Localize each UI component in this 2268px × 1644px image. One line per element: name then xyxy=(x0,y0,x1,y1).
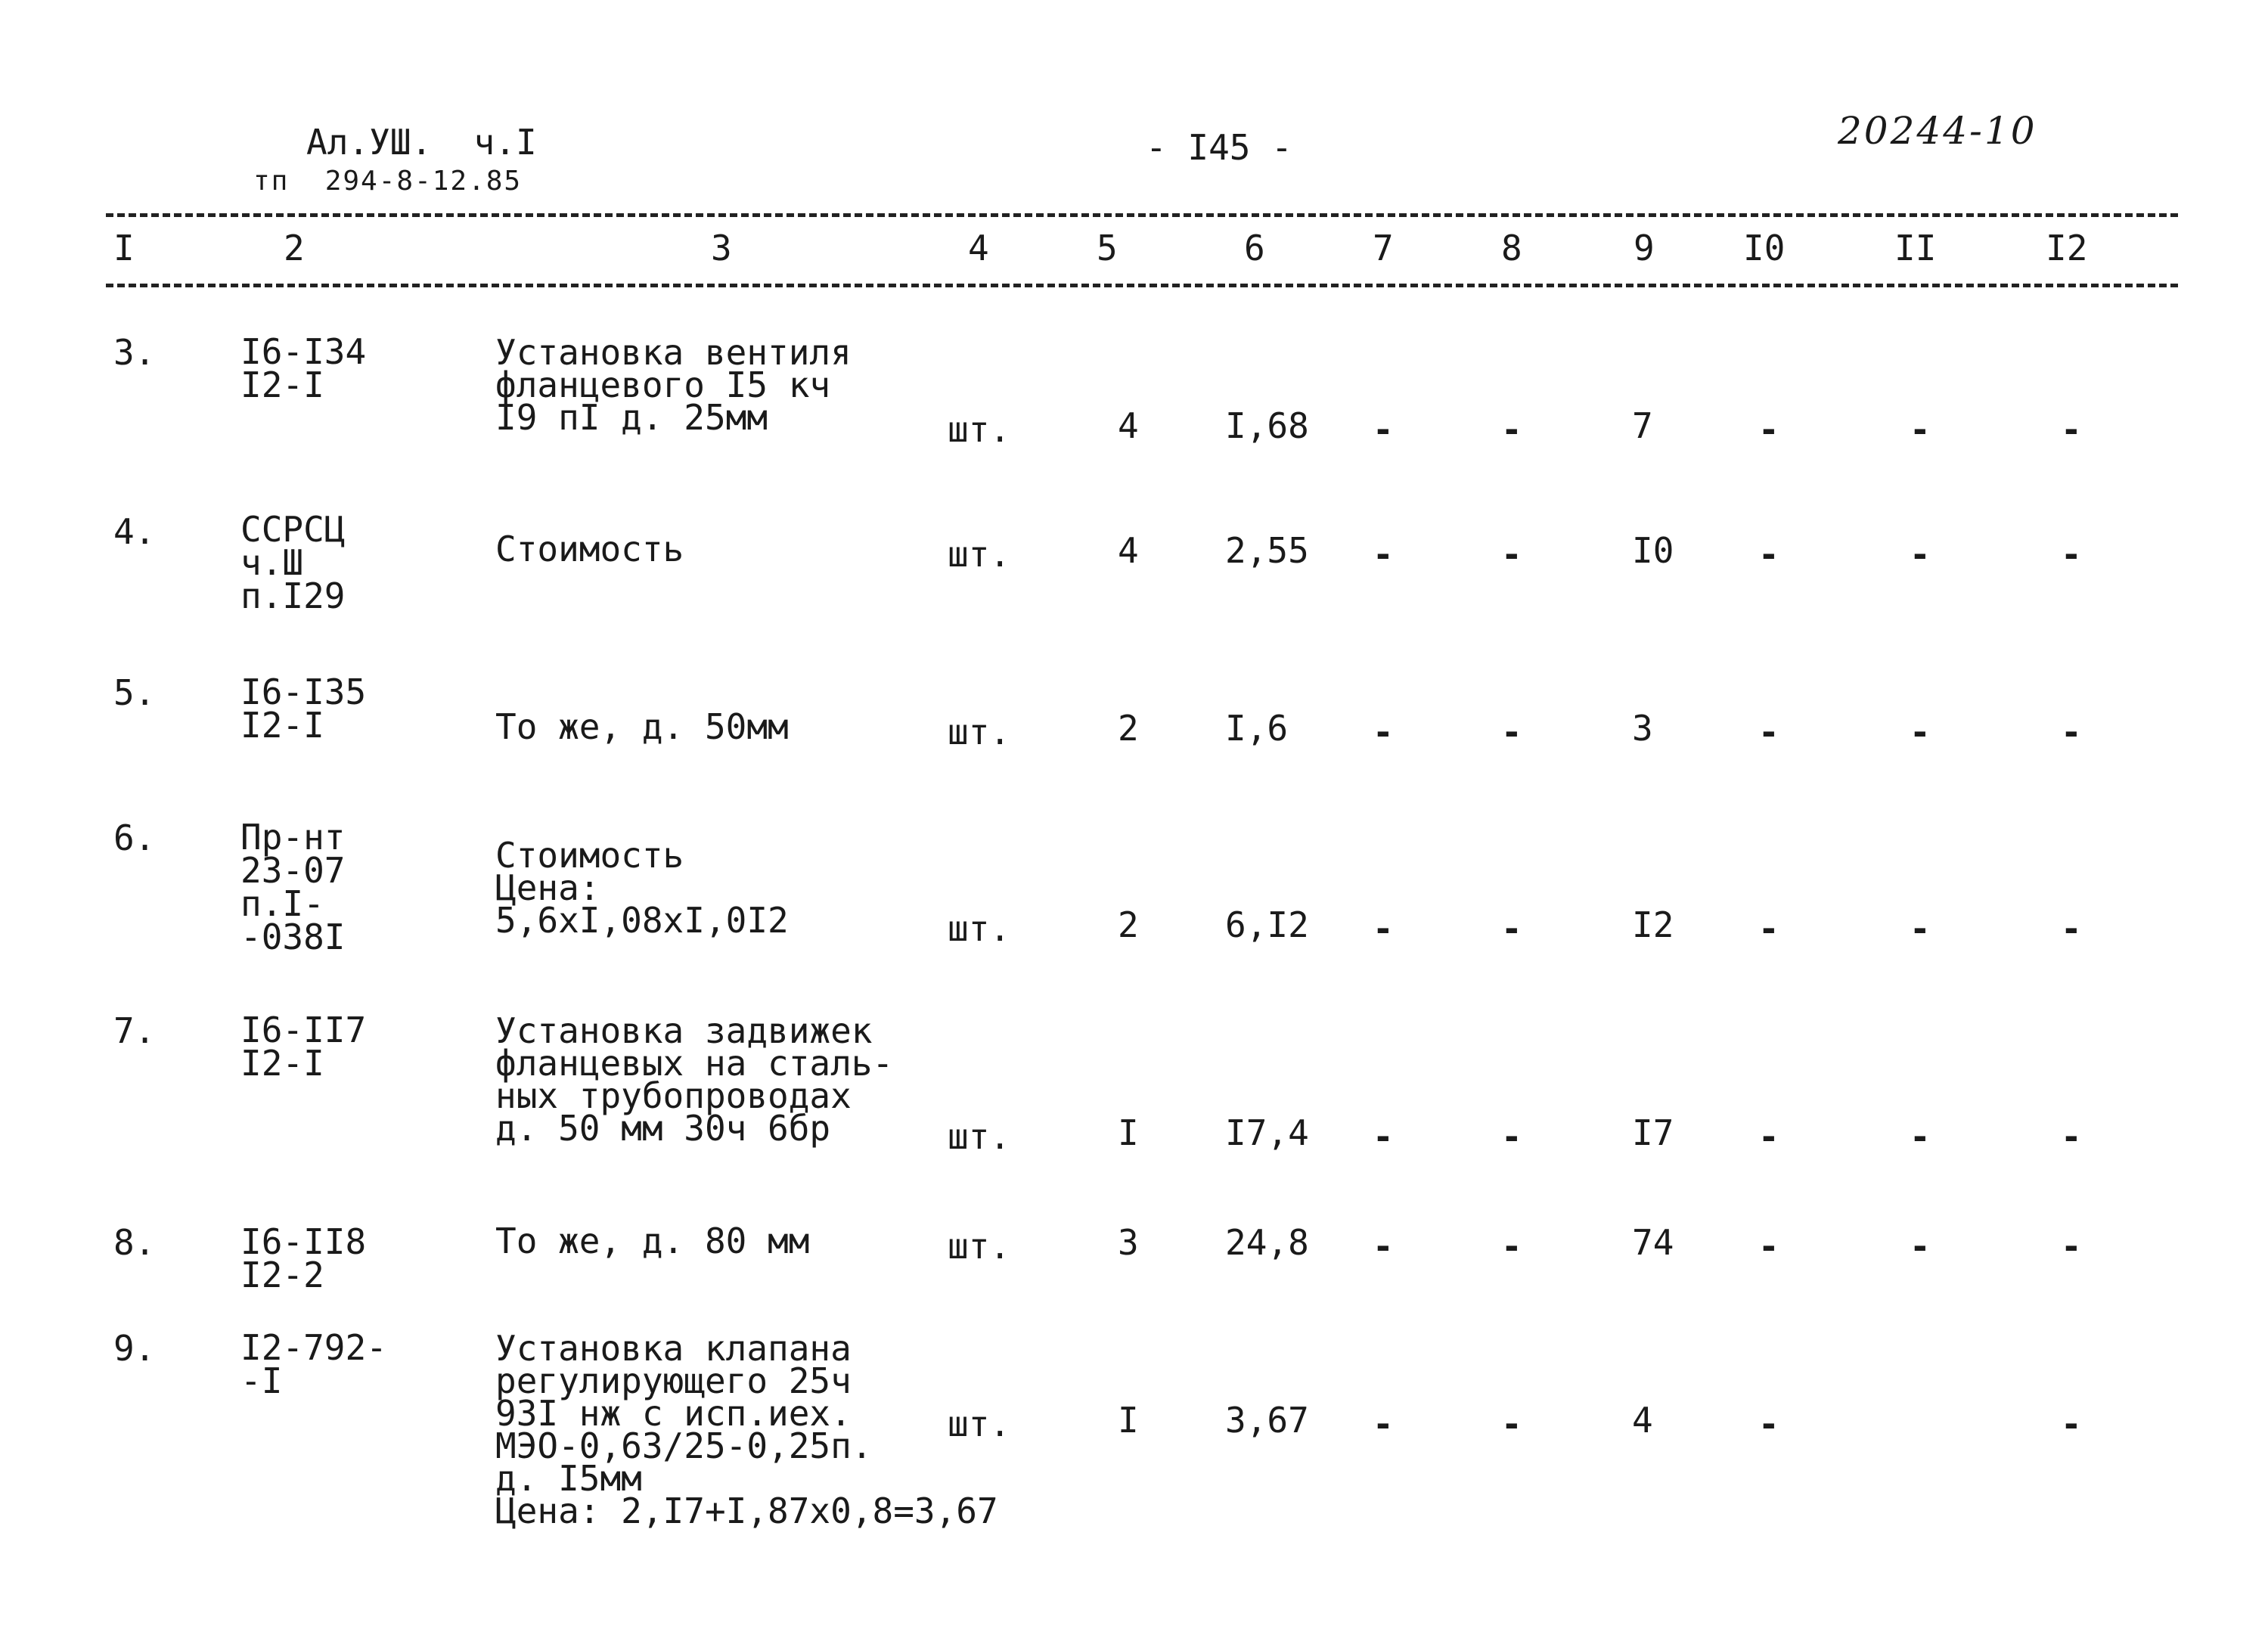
row-col10: - xyxy=(1758,1116,1779,1157)
row-col9: I7 xyxy=(1632,1112,1674,1153)
row-col9: I2 xyxy=(1632,904,1674,945)
row-description: Установка задвижек фланцевых на сталь- ных трубопроводах д. 50 мм 30ч 6бр xyxy=(495,1010,894,1149)
row-quantity: I xyxy=(1118,1112,1139,1153)
row-col10: - xyxy=(1758,534,1779,575)
row-unit: шт. xyxy=(948,712,1011,752)
column-header: 9 xyxy=(1634,228,1655,268)
row-unit: шт. xyxy=(948,1116,1011,1157)
row-col12: - xyxy=(2061,908,2082,949)
column-header: 2 xyxy=(284,228,305,268)
row-col7: - xyxy=(1373,534,1394,575)
row-code: ССРСЦ ч.Ш п.I29 xyxy=(240,509,346,616)
row-description: Установка клапана регулирующего 25ч 93I нж с исп.иех. МЭО-0,63/25-0,25п. д. I5мм Цена: 2,I7+I,87х0,8=3,67 xyxy=(495,1328,998,1531)
row-quantity: 2 xyxy=(1118,904,1139,945)
column-header: I0 xyxy=(1743,228,1786,268)
row-col12: - xyxy=(2061,712,2082,752)
row-description: То же, д. 50мм xyxy=(495,706,789,747)
header-bottom-rule xyxy=(106,284,2178,287)
row-number: 4. xyxy=(113,511,156,552)
row-quantity: 3 xyxy=(1118,1222,1139,1263)
row-col7: - xyxy=(1373,1404,1394,1444)
document-reference: Ал.УШ. ч.I xyxy=(306,122,537,163)
sheet-code: 20244-10 xyxy=(1838,109,2037,153)
row-number: 9. xyxy=(113,1328,156,1369)
row-description: Стоимость xyxy=(495,529,684,569)
row-col8: - xyxy=(1501,908,1522,949)
row-col12: - xyxy=(2061,1116,2082,1157)
row-quantity: I xyxy=(1118,1400,1139,1441)
row-quantity: 4 xyxy=(1118,530,1139,571)
column-header: 7 xyxy=(1373,228,1394,268)
row-col12: - xyxy=(2061,1404,2082,1444)
row-unit: шт. xyxy=(948,409,1011,450)
row-col8: - xyxy=(1501,1116,1522,1157)
row-unit: шт. xyxy=(948,1404,1011,1444)
row-number: 6. xyxy=(113,817,156,858)
row-quantity: 2 xyxy=(1118,708,1139,749)
row-description: То же, д. 80 мм xyxy=(495,1221,810,1261)
row-col12: - xyxy=(2061,1226,2082,1267)
row-price: I7,4 xyxy=(1225,1112,1309,1153)
row-number: 7. xyxy=(113,1010,156,1051)
row-price: I,68 xyxy=(1225,405,1309,446)
row-col11: - xyxy=(1910,908,1931,949)
row-price: 3,67 xyxy=(1225,1400,1309,1441)
column-header: 4 xyxy=(968,228,989,268)
project-reference: тп 294-8-12.85 xyxy=(253,166,523,197)
row-col8: - xyxy=(1501,534,1522,575)
page-number: - I45 - xyxy=(1146,127,1292,168)
row-col10: - xyxy=(1758,409,1779,450)
row-unit: шт. xyxy=(948,1226,1011,1267)
row-col9: 7 xyxy=(1632,405,1653,446)
row-col7: - xyxy=(1373,1226,1394,1267)
row-col8: - xyxy=(1501,712,1522,752)
row-quantity: 4 xyxy=(1118,405,1139,446)
row-col12: - xyxy=(2061,534,2082,575)
row-col10: - xyxy=(1758,712,1779,752)
row-col7: - xyxy=(1373,908,1394,949)
row-col7: - xyxy=(1373,409,1394,450)
row-price: 6,I2 xyxy=(1225,904,1309,945)
row-description: Установка вентиля фланцевого I5 кч I9 пI д. 25мм xyxy=(495,332,852,438)
row-col7: - xyxy=(1373,1116,1394,1157)
column-header: I2 xyxy=(2046,228,2088,268)
row-price: 24,8 xyxy=(1225,1222,1309,1263)
row-col8: - xyxy=(1501,1226,1522,1267)
row-col11: - xyxy=(1910,534,1931,575)
row-col8: - xyxy=(1501,409,1522,450)
column-header: 6 xyxy=(1244,228,1265,268)
column-header: 5 xyxy=(1097,228,1118,268)
row-col9: I0 xyxy=(1632,530,1674,571)
row-number: 3. xyxy=(113,332,156,373)
row-code: I6-I34 I2-I xyxy=(240,331,367,405)
row-col12: - xyxy=(2061,409,2082,450)
row-col9: 74 xyxy=(1632,1222,1674,1263)
row-col11: - xyxy=(1910,409,1931,450)
row-description: Стоимость Цена: 5,6хI,08хI,0I2 xyxy=(495,835,789,941)
row-col9: 4 xyxy=(1632,1400,1653,1441)
row-col9: 3 xyxy=(1632,708,1653,749)
row-number: 8. xyxy=(113,1222,156,1263)
row-code: I6-II8 I2-2 xyxy=(240,1221,367,1295)
column-header: I xyxy=(113,228,135,268)
row-col11: - xyxy=(1910,712,1931,752)
column-header: II xyxy=(1894,228,1937,268)
row-unit: шт. xyxy=(948,908,1011,949)
row-price: I,6 xyxy=(1225,708,1289,749)
row-col7: - xyxy=(1373,712,1394,752)
column-header: 8 xyxy=(1501,228,1522,268)
row-col11: - xyxy=(1910,1116,1931,1157)
row-unit: шт. xyxy=(948,534,1011,575)
row-col11: - xyxy=(1910,1226,1931,1267)
row-code: I6-I35 I2-I xyxy=(240,672,367,746)
row-code: I6-II7 I2-I xyxy=(240,1010,367,1084)
row-price: 2,55 xyxy=(1225,530,1309,571)
row-col10: - xyxy=(1758,1404,1779,1444)
row-col10: - xyxy=(1758,908,1779,949)
column-header: 3 xyxy=(711,228,732,268)
row-code: Пр-нт 23-07 п.I- -038I xyxy=(240,817,346,957)
header-top-rule xyxy=(106,213,2178,217)
row-col10: - xyxy=(1758,1226,1779,1267)
row-code: I2-792- -I xyxy=(240,1327,387,1401)
row-col8: - xyxy=(1501,1404,1522,1444)
row-number: 5. xyxy=(113,672,156,713)
